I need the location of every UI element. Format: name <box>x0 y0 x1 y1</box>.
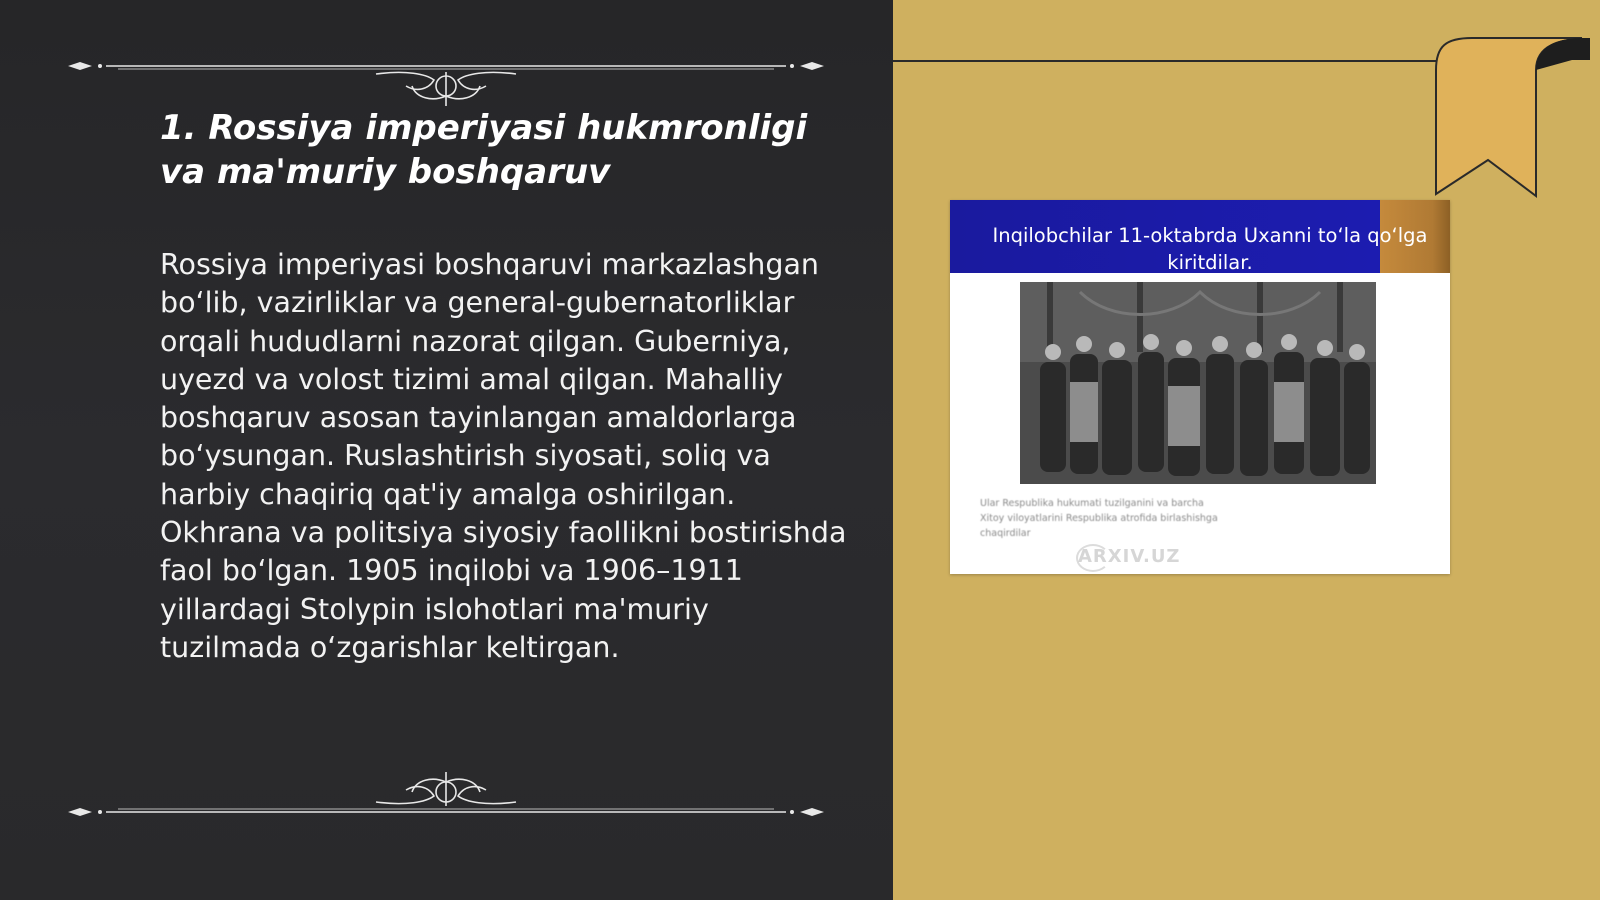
historical-photo <box>1020 282 1376 484</box>
slide-thumbnail-image <box>950 200 1450 574</box>
ornament-bottom-divider <box>66 772 826 832</box>
watermark-text: ARXIV.UZ <box>1078 546 1181 567</box>
ornament-top-divider <box>66 46 826 106</box>
thumbnail-caption: Inqilobchilar 11-oktabrda Uxanni to‘la qo‘lga kiritdilar. <box>992 224 1428 274</box>
slide-body-text: Rossiya imperiyasi boshqaruvi markazlashgan bo‘lib, vazirliklar va general-gubernatorliklar orqali hududlarni nazorat qilgan. Guberniya, uyezd va volost tizimi amal qilgan. Mahalliy boshqaruv asosan tayinlangan amaldorlarga bo‘ysungan. Ruslashtirish siyosati, soliq va harbiy chaqiriq qat'iy amalga oshirilgan. Okhrana va politsiya siyosiy faollikni bostirishda faol bo‘lgan. 1905 inqilobi va 1906–1911 yillardagi Stolypin islohotlari ma'muriy tuzilmada o‘zgarishlar keltirgan. <box>160 248 847 664</box>
bookmark-ribbon-icon <box>1432 30 1592 205</box>
slide-title: 1. Rossiya imperiyasi hukmronligi va ma'muriy boshqaruv <box>160 108 808 192</box>
thumbnail-note-text: Ular Respublika hukumati tuzilganini va barcha Xitoy viloyatlarini Respublika atrofida birlashishga chaqirdilar <box>980 498 1218 539</box>
decorative-line <box>893 60 1438 62</box>
